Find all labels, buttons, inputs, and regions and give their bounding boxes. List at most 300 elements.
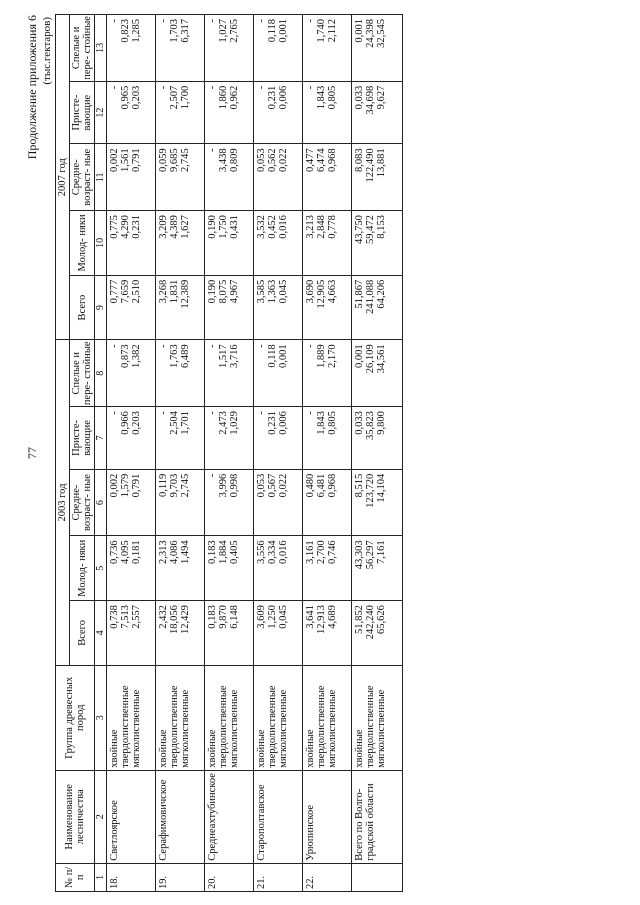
value: - <box>109 18 120 22</box>
value: 1,700 <box>180 85 191 109</box>
value-cell-y2007-total <box>156 275 205 340</box>
value: 13,881 <box>376 147 387 177</box>
forestry-name: Всего по Волго- градской области <box>352 770 403 863</box>
value-cell-y2007-middle <box>254 143 303 210</box>
value: 1,703 <box>169 18 180 43</box>
column-number: 8 <box>95 339 107 406</box>
forest-table <box>55 14 403 892</box>
value-cell-y2007-mature <box>254 14 303 81</box>
value: 26,109 <box>365 343 376 373</box>
value: 3,609 <box>256 604 267 629</box>
value-cell-y2003-mature <box>254 339 303 406</box>
species-group: хвойные <box>256 728 267 768</box>
value: 64,206 <box>376 279 387 309</box>
value: 3,690 <box>305 279 316 303</box>
value: - <box>109 410 120 415</box>
value-cell-y2003-total <box>254 600 303 665</box>
value-cell-y2007-middle <box>303 143 352 210</box>
species-groups-cell <box>303 665 352 770</box>
value: 1,627 <box>180 214 191 239</box>
value: 4,663 <box>327 279 338 303</box>
value: 0,006 <box>278 85 289 109</box>
value: 0,001 <box>278 18 289 43</box>
value: 8,075 <box>218 279 229 303</box>
value: 3,438 <box>218 147 229 172</box>
value: 0,118 <box>267 18 278 42</box>
year-2007-header: 2007 год <box>56 14 70 339</box>
value-cell-y2003-mature <box>156 339 205 406</box>
value-cell-y2003-premature <box>205 406 254 469</box>
value: 0,033 <box>354 85 365 109</box>
species-group: мягколиственные <box>180 689 191 768</box>
value: 2,848 <box>316 214 327 239</box>
value: 0,823 <box>120 18 131 43</box>
value-cell-y2007-premature <box>107 81 156 144</box>
value-cell-y2007-young <box>352 210 403 275</box>
value: 0,791 <box>131 147 142 172</box>
value: 0,405 <box>229 539 240 564</box>
species-group: хвойные <box>354 728 365 768</box>
value-cell-y2007-mature <box>303 14 352 81</box>
value: 0,022 <box>278 147 289 172</box>
value: 1,517 <box>218 343 229 368</box>
value-cell-y2003-young <box>156 535 205 600</box>
value-cell-y2007-mature <box>107 14 156 81</box>
species-group: мягколиственные <box>131 689 142 768</box>
forestry-name: Серафимовичское <box>156 770 205 863</box>
column-number: 12 <box>95 81 107 144</box>
value-cell-y2003-young <box>352 535 403 600</box>
species-group: мягколиственные <box>278 689 289 768</box>
value-cell-y2007-young <box>156 210 205 275</box>
value-cell-y2003-premature <box>303 406 352 469</box>
col-total-2003: Всего <box>70 600 95 665</box>
value: 6,489 <box>180 343 191 368</box>
value: 2,765 <box>229 18 240 43</box>
col-young-2003: Молод- няки <box>70 535 95 600</box>
value-cell-y2007-total <box>254 275 303 340</box>
value: 1,029 <box>229 410 240 435</box>
species-group: твердолиственные <box>169 684 180 768</box>
value: 0,966 <box>120 410 131 435</box>
value-cell-y2003-young <box>303 535 352 600</box>
value: 0,998 <box>229 473 240 497</box>
value: - <box>256 343 267 348</box>
value: 7,513 <box>120 604 131 629</box>
value: 1,561 <box>120 147 131 172</box>
value: 0,183 <box>207 604 218 629</box>
value: 8,515 <box>354 473 365 497</box>
value-cell-y2007-total <box>303 275 352 340</box>
value: 0,181 <box>131 539 142 564</box>
value: 2,557 <box>131 604 142 629</box>
value: 9,685 <box>169 147 180 172</box>
species-group: мягколиственные <box>327 689 338 768</box>
value: 4,086 <box>169 539 180 564</box>
table-row <box>205 14 254 891</box>
value: 2,745 <box>180 473 191 497</box>
value: 1,843 <box>316 410 327 435</box>
value: 0,962 <box>229 85 240 109</box>
value: 0,022 <box>278 473 289 497</box>
col-young-2007: Молод- няки <box>70 210 95 275</box>
value: 0,775 <box>109 214 120 239</box>
value: 0,053 <box>256 473 267 497</box>
value: 0,190 <box>207 214 218 239</box>
value: 0,809 <box>229 147 240 172</box>
value: 3,161 <box>305 539 316 564</box>
value: 0,746 <box>327 539 338 564</box>
value-cell-y2007-mature <box>156 14 205 81</box>
species-group: твердолиственные <box>120 684 131 768</box>
value-cell-y2003-total <box>303 600 352 665</box>
value: 0,231 <box>267 85 278 109</box>
species-groups-cell <box>205 665 254 770</box>
value: 0,183 <box>207 539 218 564</box>
value-cell-y2003-total <box>156 600 205 665</box>
value: 2,507 <box>169 85 180 109</box>
value: - <box>207 85 218 89</box>
table-row <box>254 14 303 891</box>
value: 1,285 <box>131 18 142 43</box>
value: 122,490 <box>365 147 376 183</box>
value: 0,452 <box>267 214 278 239</box>
value: 1,363 <box>267 279 278 303</box>
column-number: 1 <box>95 863 107 891</box>
value: - <box>109 85 120 89</box>
value: 51,852 <box>354 604 365 634</box>
value: 3,532 <box>256 214 267 239</box>
value: 3,585 <box>256 279 267 303</box>
rotated-page <box>25 13 615 893</box>
value: 2,432 <box>158 604 169 629</box>
value-cell-y2003-middle <box>205 469 254 536</box>
value: 56,297 <box>365 539 376 569</box>
value: 0,001 <box>278 343 289 368</box>
forestry-name: Старополтавское <box>254 770 303 863</box>
table-row <box>156 14 205 891</box>
value: 12,429 <box>180 604 191 634</box>
value: 43,750 <box>354 214 365 244</box>
value: 4,095 <box>120 539 131 564</box>
value: 0,045 <box>278 604 289 629</box>
value-cell-y2007-middle <box>205 143 254 210</box>
value: 6,148 <box>229 604 240 629</box>
value: - <box>256 410 267 415</box>
value: 18,056 <box>169 604 180 634</box>
value-cell-y2007-premature <box>352 81 403 144</box>
value: 3,716 <box>229 343 240 368</box>
value: 4,689 <box>327 604 338 629</box>
species-group: твердолиственные <box>218 684 229 768</box>
value-cell-y2007-young <box>107 210 156 275</box>
column-number: 6 <box>95 469 107 536</box>
value: 0,001 <box>354 343 365 368</box>
value-cell-y2003-mature <box>205 339 254 406</box>
value: 0,016 <box>278 214 289 239</box>
value: 0,016 <box>278 539 289 564</box>
value: 1,831 <box>169 279 180 303</box>
value: - <box>158 343 169 348</box>
value-cell-y2003-young <box>254 535 303 600</box>
species-group: мягколиственные <box>376 689 387 768</box>
value: 8,083 <box>354 147 365 172</box>
value: 0,778 <box>327 214 338 239</box>
value: - <box>305 18 316 22</box>
column-number: 11 <box>95 143 107 210</box>
value: 51,867 <box>354 279 365 309</box>
value-cell-y2003-middle <box>352 469 403 536</box>
forestry-name: Среднеахтубинское <box>205 770 254 863</box>
value: 1,027 <box>218 18 229 43</box>
table-row <box>107 14 156 891</box>
value-cell-y2003-young <box>205 535 254 600</box>
value: 0,562 <box>267 147 278 172</box>
value: 0,736 <box>109 539 120 564</box>
value-cell-y2007-middle <box>156 143 205 210</box>
value: 0,334 <box>267 539 278 564</box>
value: 1,860 <box>218 85 229 109</box>
value: - <box>256 85 267 89</box>
value: 3,996 <box>218 473 229 497</box>
value: 14,104 <box>376 473 387 503</box>
value: 3,556 <box>256 539 267 564</box>
value: 6,317 <box>180 18 191 43</box>
value: - <box>207 18 218 22</box>
col-middle-2003: Средне- возраст- ные <box>70 469 95 536</box>
value: 2,170 <box>327 343 338 368</box>
column-number: 4 <box>95 600 107 665</box>
value: 2,112 <box>327 18 338 42</box>
species-groups-cell <box>156 665 205 770</box>
value: 0,480 <box>305 473 316 497</box>
value: 6,481 <box>316 473 327 497</box>
col-forestry-header: Наименование лесничества <box>56 770 95 863</box>
value-cell-y2003-total <box>107 600 156 665</box>
value: 0,477 <box>305 147 316 172</box>
value-cell-y2007-premature <box>303 81 352 144</box>
value: - <box>158 85 169 89</box>
value-cell-y2007-mature <box>205 14 254 81</box>
page-header <box>25 13 41 893</box>
species-group: твердолиственные <box>267 684 278 768</box>
value-cell-y2003-young <box>107 535 156 600</box>
value: 0,873 <box>120 343 131 368</box>
value: 0,190 <box>207 279 218 303</box>
species-groups-cell <box>107 665 156 770</box>
value: 9,800 <box>376 410 387 435</box>
value: - <box>305 410 316 415</box>
table-body <box>107 14 403 891</box>
value: - <box>158 18 169 22</box>
value: 0,968 <box>327 147 338 172</box>
value: 0,777 <box>109 279 120 303</box>
value-cell-y2003-middle <box>303 469 352 536</box>
value: 0,738 <box>109 604 120 629</box>
value: 0,002 <box>109 147 120 172</box>
value-cell-y2003-premature <box>352 406 403 469</box>
value: 32,545 <box>376 18 387 48</box>
col-mature-2003: Спелые и пере- стойные <box>71 340 93 405</box>
value: - <box>207 473 218 477</box>
value: 1,494 <box>180 539 191 564</box>
value: 0,118 <box>267 343 278 368</box>
column-number: 13 <box>95 14 107 81</box>
value: 0,203 <box>131 85 142 109</box>
value: 0,033 <box>354 410 365 435</box>
value: 0,119 <box>158 473 169 497</box>
value: 65,626 <box>376 604 387 634</box>
forestry-name: Урюпинское <box>303 770 352 863</box>
col-mature-2007: Спелые и пере- стойные <box>71 15 93 80</box>
value: 0,045 <box>278 279 289 303</box>
value: 0,567 <box>267 473 278 497</box>
value-cell-y2003-premature <box>156 406 205 469</box>
col-premature-2003: Присте- вающие <box>70 406 95 469</box>
value: 1,250 <box>267 604 278 629</box>
value-cell-y2007-mature <box>352 14 403 81</box>
table-row <box>352 14 403 891</box>
col-no-header: № п/п <box>56 863 95 891</box>
value: 1,382 <box>131 343 142 368</box>
column-number: 7 <box>95 406 107 469</box>
value-cell-y2007-premature <box>156 81 205 144</box>
value: - <box>158 410 169 415</box>
species-group: хвойные <box>305 728 316 768</box>
table-row <box>303 14 352 891</box>
species-group: мягколиственные <box>229 689 240 768</box>
value-cell-y2003-premature <box>107 406 156 469</box>
column-number: 9 <box>95 275 107 340</box>
value: - <box>207 343 218 348</box>
value-cell-y2007-middle <box>352 143 403 210</box>
value: 12,389 <box>180 279 191 309</box>
value: 43,303 <box>354 539 365 569</box>
value-cell-y2007-young <box>303 210 352 275</box>
value: 0,001 <box>354 18 365 43</box>
value: 1,763 <box>169 343 180 368</box>
col-group-header: Группа древесных пород <box>56 665 95 770</box>
value: 0,231 <box>267 410 278 435</box>
value: - <box>207 147 218 152</box>
row-number: 21. <box>254 863 303 891</box>
value: 0,203 <box>131 410 142 435</box>
value: 0,805 <box>327 410 338 435</box>
value: 2,510 <box>131 279 142 303</box>
value: 0,059 <box>158 147 169 172</box>
value-cell-y2003-middle <box>107 469 156 536</box>
col-premature-2007: Присте- вающие <box>70 81 95 144</box>
value: 0,053 <box>256 147 267 172</box>
value: 0,791 <box>131 473 142 497</box>
value: 35,823 <box>365 410 376 440</box>
row-number: 19. <box>156 863 205 891</box>
value-cell-y2003-middle <box>254 469 303 536</box>
value-cell-y2003-mature <box>107 339 156 406</box>
continuation-label: Продолжение приложения 6 <box>25 14 39 159</box>
value-cell-y2003-premature <box>254 406 303 469</box>
value: 3,209 <box>158 214 169 239</box>
value: 1,740 <box>316 18 327 43</box>
value: - <box>305 85 316 89</box>
row-number: 18. <box>107 863 156 891</box>
value-cell-y2003-total <box>205 600 254 665</box>
value: 12,905 <box>316 279 327 309</box>
value: 2,745 <box>180 147 191 172</box>
forestry-name: Светлоярское <box>107 770 156 863</box>
value-cell-y2003-mature <box>352 339 403 406</box>
value: 1,884 <box>218 539 229 564</box>
value: 34,561 <box>376 343 387 373</box>
row-number <box>352 863 403 891</box>
col-total-2007: Всего <box>70 275 95 340</box>
value: 12,913 <box>316 604 327 634</box>
value: 1,701 <box>180 410 191 435</box>
value: 7,161 <box>376 539 387 564</box>
header-row-years <box>56 14 70 891</box>
value-cell-y2007-total <box>205 275 254 340</box>
value: 123,720 <box>365 473 376 508</box>
species-group: хвойные <box>158 728 169 768</box>
value-cell-y2007-middle <box>107 143 156 210</box>
value: 59,472 <box>365 214 376 244</box>
units-label: (тыс.гектаров) <box>41 16 53 85</box>
year-2003-header: 2003 год <box>56 339 70 664</box>
value: 2,473 <box>218 410 229 435</box>
value: - <box>207 410 218 415</box>
value: 8,153 <box>376 214 387 239</box>
row-number: 22. <box>303 863 352 891</box>
row-number: 20. <box>205 863 254 891</box>
column-number: 2 <box>95 770 107 863</box>
value: 1,579 <box>120 473 131 497</box>
value-cell-y2007-total <box>352 275 403 340</box>
species-group: хвойные <box>207 728 218 768</box>
value-cell-y2007-young <box>254 210 303 275</box>
value-cell-y2007-young <box>205 210 254 275</box>
page-number: 77 <box>25 446 39 459</box>
value: 3,268 <box>158 279 169 303</box>
column-number: 3 <box>95 665 107 770</box>
value-cell-y2003-total <box>352 600 403 665</box>
value: 4,290 <box>120 214 131 239</box>
value: 9,870 <box>218 604 229 629</box>
species-groups-cell <box>254 665 303 770</box>
value: 9,703 <box>169 473 180 497</box>
species-group: твердолиственные <box>365 684 376 768</box>
value: 0,965 <box>120 85 131 109</box>
value: 0,805 <box>327 85 338 109</box>
value: 4,967 <box>229 279 240 303</box>
value-cell-y2003-mature <box>303 339 352 406</box>
value: 6,474 <box>316 147 327 172</box>
col-middle-2007: Средне- возраст- ные <box>70 143 95 210</box>
species-groups-cell <box>352 665 403 770</box>
value-cell-y2007-premature <box>254 81 303 144</box>
value: 34,698 <box>365 85 376 115</box>
value: 0,431 <box>229 214 240 239</box>
value: - <box>256 18 267 22</box>
value-cell-y2007-premature <box>205 81 254 144</box>
species-group: хвойные <box>109 728 120 768</box>
value: 9,627 <box>376 85 387 109</box>
value: 7,659 <box>120 279 131 303</box>
column-number: 10 <box>95 210 107 275</box>
value: 0,002 <box>109 473 120 497</box>
value: 1,889 <box>316 343 327 368</box>
value: 0,006 <box>278 410 289 435</box>
value: 2,700 <box>316 539 327 564</box>
